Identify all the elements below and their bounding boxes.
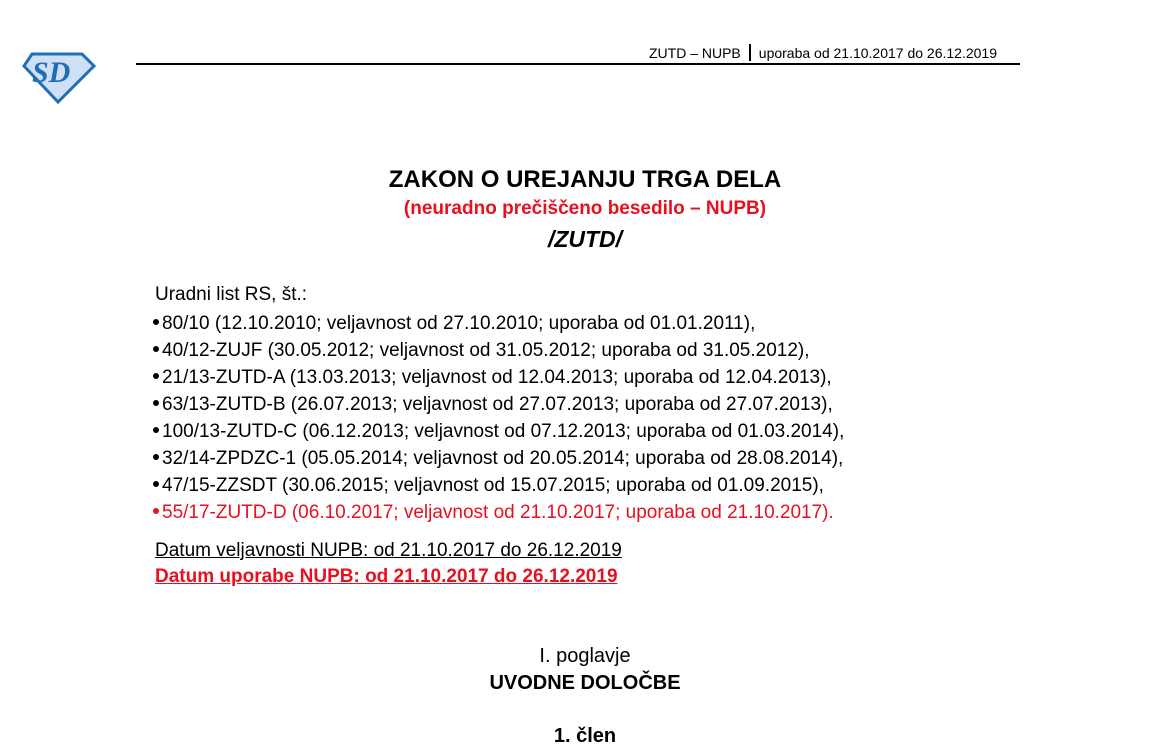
law-abbreviation: /ZUTD/ bbox=[547, 226, 623, 252]
law-subtitle: (neuradno prečiščeno besedilo – NUPB) bbox=[403, 198, 767, 219]
bullet-icon bbox=[153, 400, 159, 406]
gazette-item: 32/14-ZPDZC-1 (05.05.2014; veljavnost od 20.05.2014; uporaba od 28.08.2014), bbox=[150, 445, 844, 472]
header-usage: uporaba od 21.10.2017 do 26.12.2019 bbox=[758, 45, 997, 61]
header-doc: ZUTD – NUPB bbox=[648, 45, 741, 61]
usage-date: Datum uporabe NUPB: od 21.10.2017 do 26.12.2019 bbox=[155, 566, 618, 587]
law-title: ZAKON O UREJANJU TRGA DELA bbox=[388, 166, 782, 193]
gazette-item: 80/10 (12.10.2010; veljavnost od 27.10.2010; uporaba od 01.01.2011), bbox=[150, 310, 844, 337]
bullet-icon bbox=[153, 319, 159, 325]
validity-date: Datum veljavnosti NUPB: od 21.10.2017 do 26.12.2019 bbox=[155, 540, 622, 561]
chapter-number: I. poglavje bbox=[539, 645, 631, 667]
gazette-list bbox=[150, 310, 844, 526]
header-separator bbox=[749, 44, 751, 61]
bullet-icon bbox=[153, 454, 159, 460]
gazette-item: 21/13-ZUTD-A (13.03.2013; veljavnost od 12.04.2013; uporaba od 12.04.2013), bbox=[150, 364, 844, 391]
bullet-icon bbox=[153, 481, 159, 487]
header-rule bbox=[136, 63, 1020, 65]
bullet-icon bbox=[153, 427, 159, 433]
running-header bbox=[136, 44, 1020, 61]
bullet-icon bbox=[153, 508, 159, 514]
article-heading: 1. člen bbox=[553, 725, 617, 747]
chapter-title: UVODNE DOLOČBE bbox=[489, 672, 681, 694]
gazette-item: 40/12-ZUJF (30.05.2012; veljavnost od 31.05.2012; uporaba od 31.05.2012), bbox=[150, 337, 844, 364]
svg-text:SD: SD bbox=[32, 56, 71, 89]
gazette-item-latest: 55/17-ZUTD-D (06.10.2017; veljavnost od 21.10.2017; uporaba od 21.10.2017). bbox=[150, 499, 844, 526]
bullet-icon bbox=[153, 346, 159, 352]
gazette-label: Uradni list RS, št.: bbox=[155, 284, 308, 305]
gazette-item: 100/13-ZUTD-C (06.12.2013; veljavnost od 07.12.2013; uporaba od 01.03.2014), bbox=[150, 418, 844, 445]
gazette-item: 47/15-ZZSDT (30.06.2015; veljavnost od 15.07.2015; uporaba od 01.09.2015), bbox=[150, 472, 844, 499]
gazette-item: 63/13-ZUTD-B (26.07.2013; veljavnost od 27.07.2013; uporaba od 27.07.2013), bbox=[150, 391, 844, 418]
logo-icon bbox=[22, 48, 96, 104]
bullet-icon bbox=[153, 373, 159, 379]
